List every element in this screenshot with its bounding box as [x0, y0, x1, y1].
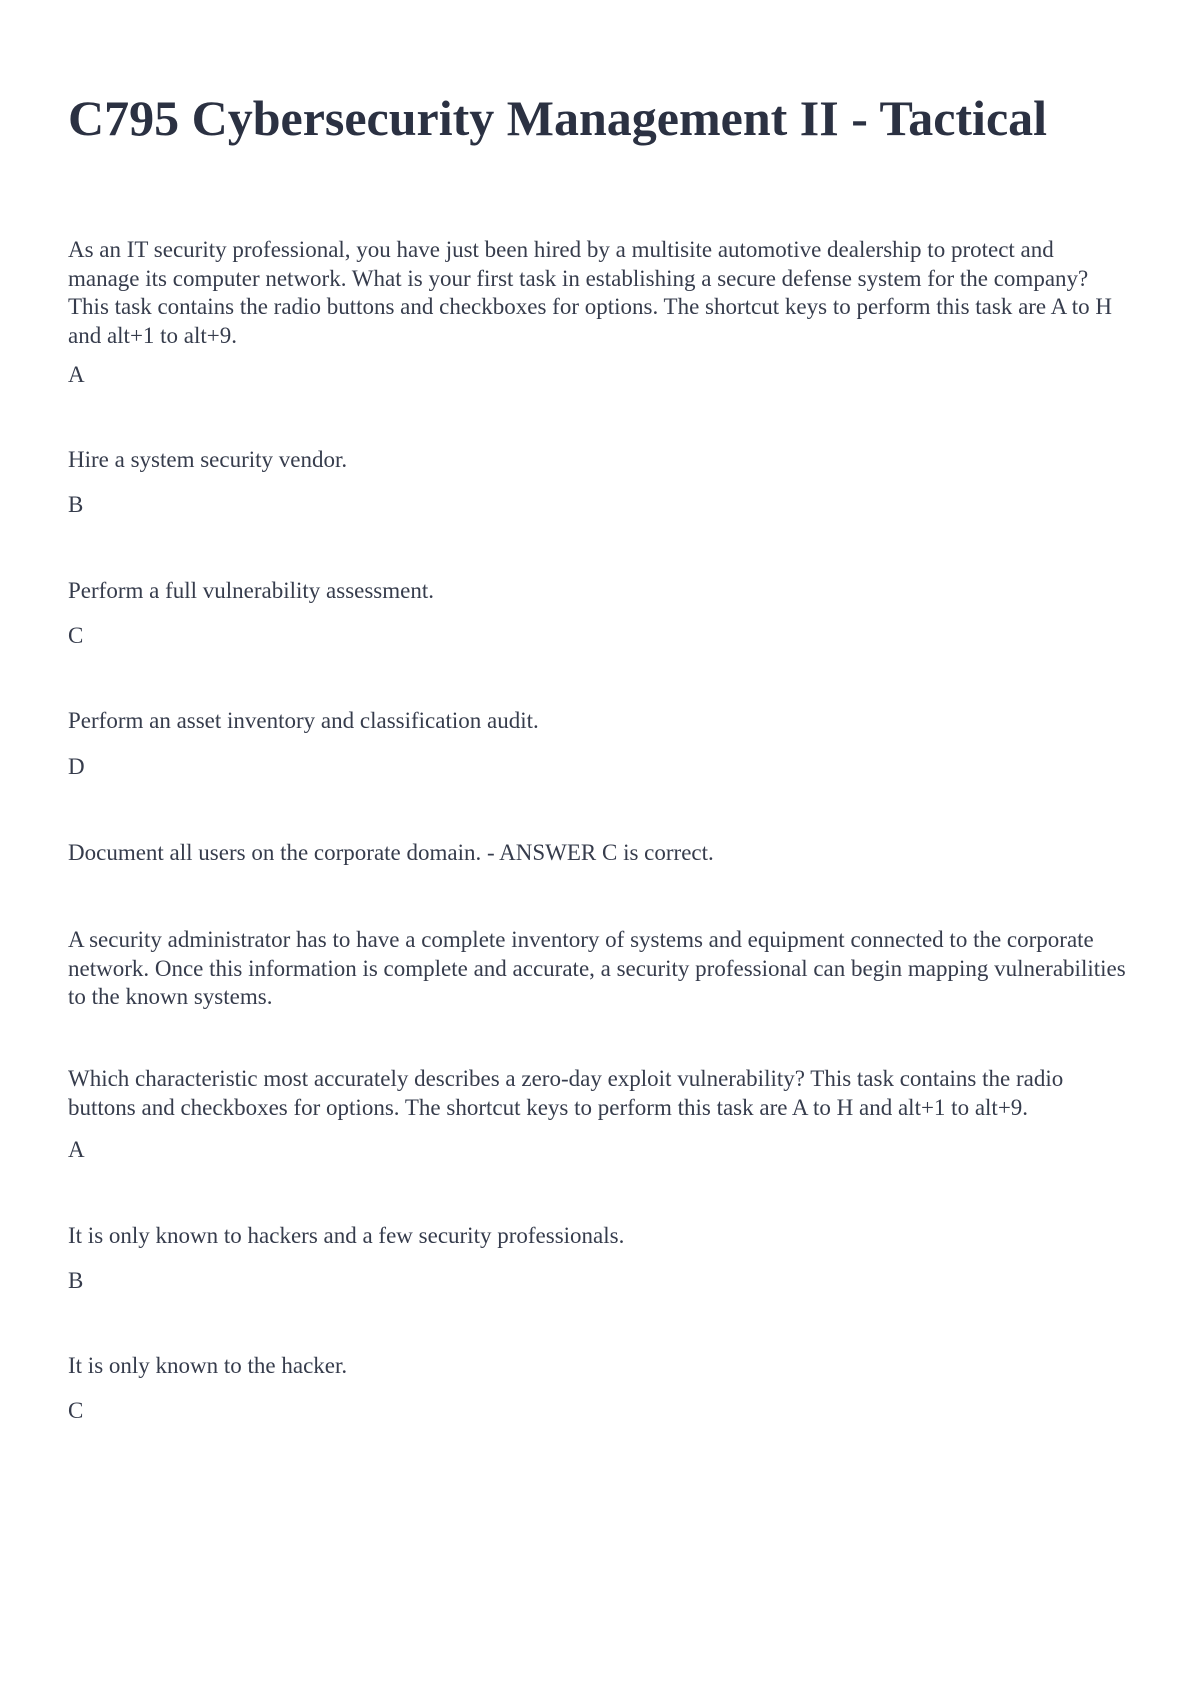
question-2-text: Which characteristic most accurately describes a zero-day exploit vulnerability? This task contains the radio buttons and checkboxes for options. The shortcut keys to perform this task are A to H and alt+1 to alt+9. — [68, 1066, 1064, 1120]
q1-option-a-letter: A — [68, 362, 85, 387]
q2-option-a-text: It is only known to hackers and a few security professionals. — [68, 1223, 625, 1248]
q2-option-a-letter: A — [68, 1137, 85, 1162]
q2-option-b-text: It is only known to the hacker. — [68, 1353, 348, 1378]
q1-option-d-text: Document all users on the corporate domain. - ANSWER C is correct. — [68, 840, 714, 865]
q1-option-c-letter: C — [68, 623, 84, 648]
q2-option-c-letter: C — [68, 1398, 84, 1423]
q1-option-d-letter: D — [68, 754, 85, 779]
question-1-text: As an IT security professional, you have just been hired by a multisite automotive dealership to protect and manage its computer network. What is your first task in establishing a secure defense system for the company? This task contains the radio buttons and checkboxes for options. The shortcut keys to perform this task are A to H and alt+1 to alt+9. — [68, 237, 1112, 348]
q2-option-b-letter: B — [68, 1268, 84, 1293]
q1-option-a-text: Hire a system security vendor. — [68, 447, 348, 472]
document-title: C795 Cybersecurity Management II - Tactical — [68, 90, 1048, 146]
q1-option-c-text: Perform an asset inventory and classification audit. — [68, 708, 539, 733]
q1-option-b-text: Perform a full vulnerability assessment. — [68, 578, 435, 603]
q1-option-b-letter: B — [68, 492, 84, 517]
q1-explanation: A security administrator has to have a complete inventory of systems and equipment connected to the corporate network. Once this information is complete and accurate, a security professional can begin mapping vulnerabilities to the known systems. — [68, 927, 1126, 1009]
